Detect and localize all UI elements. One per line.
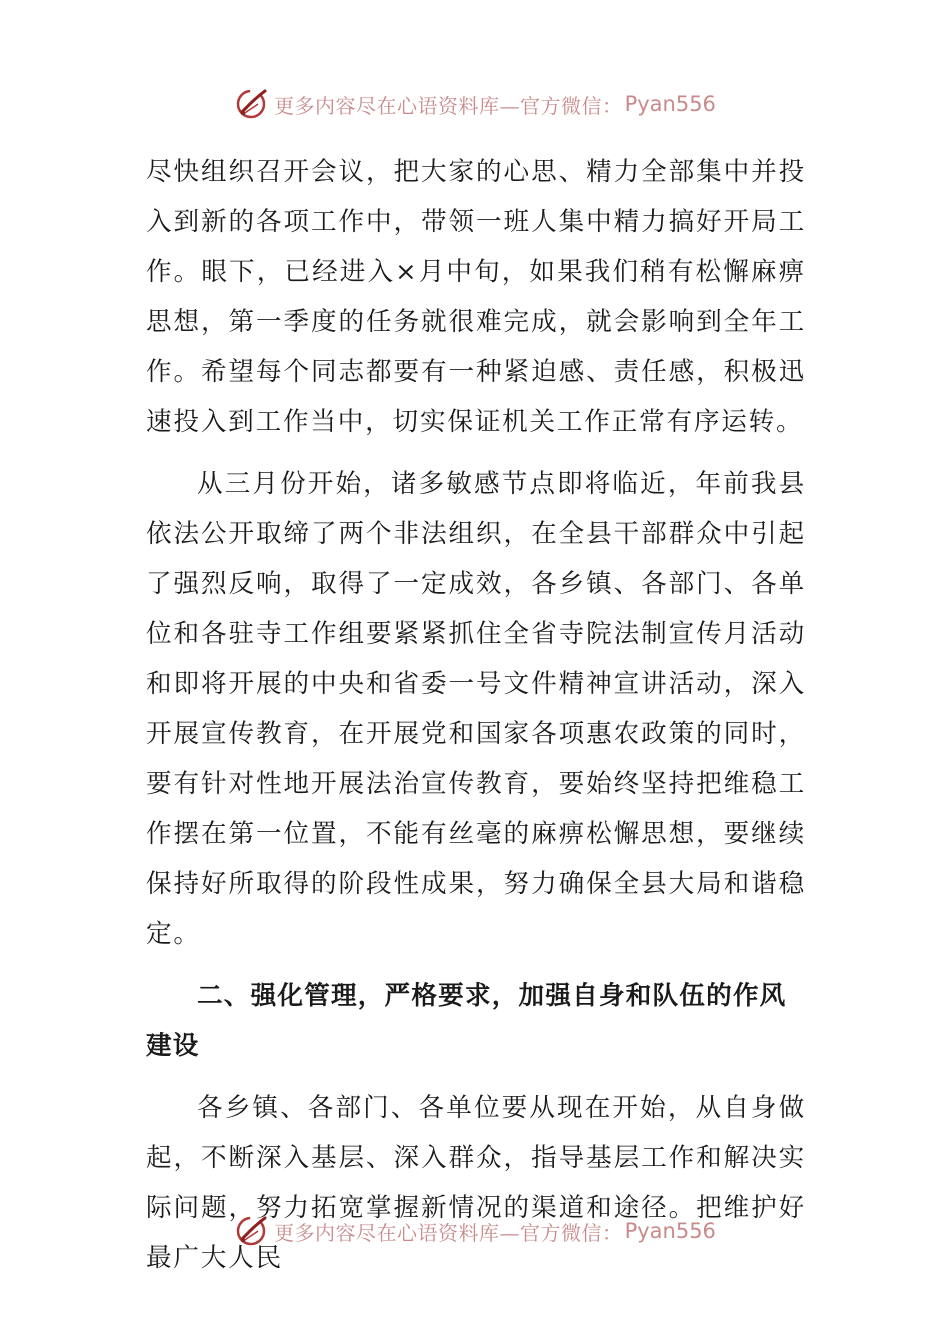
- section-heading: 二、强化管理，严格要求，加强自身和队伍的作风建设: [146, 981, 787, 1061]
- banner-wechat-handle: Pyan556: [624, 92, 716, 116]
- banner-text: 更多内容尽在心语资料库—官方微信：: [274, 93, 623, 118]
- document-body: [146, 147, 806, 1283]
- banner-text: 更多内容尽在心语资料库—官方微信：: [274, 1220, 623, 1245]
- ink-brush-logo-icon: [234, 1213, 270, 1249]
- paragraph: 各乡镇、各部门、各单位要从现在开始，从自身做起，不断深入基层、深入群众，指导基层工作和解决实际问题，努力拓宽掌握新情况的渠道和途径。把维护好最广大人民: [146, 1093, 806, 1273]
- banner-wechat-handle: Pyan556: [624, 1219, 716, 1243]
- ink-brush-logo-icon: [234, 86, 270, 122]
- header-banner: [0, 84, 950, 124]
- paragraph: 从三月份开始，诸多敏感节点即将临近，年前我县依法公开取缔了两个非法组织，在全县干部群众中引起了强烈反响，取得了一定成效，各乡镇、各部门、各单位和各驻寺工作组要紧紧抓住全省寺院法制宣传月活动和即将开展的中央和省委一号文件精神宣讲活动，深入开展宣传教育，在开展党和国家各项惠农政策的同时，要有针对性地开展法治宣传教育，要始终坚持把维稳工作摆在第一位置，不能有丝毫的麻痹松懈思想，要继续保持好所取得的阶段性成果，努力确保全县大局和谐稳定。: [146, 469, 806, 949]
- footer-banner: [0, 1211, 950, 1251]
- paragraph: 尽快组织召开会议，把大家的心思、精力全部集中并投入到新的各项工作中，带领一班人集中精力搞好开局工作。眼下，已经进入×月中旬，如果我们稍有松懈麻痹思想，第一季度的任务就很难完成，就会影响到全年工作。希望每个同志都要有一种紧迫感、责任感，积极迅速投入到工作当中，切实保证机关工作正常有序运转。: [146, 157, 806, 437]
